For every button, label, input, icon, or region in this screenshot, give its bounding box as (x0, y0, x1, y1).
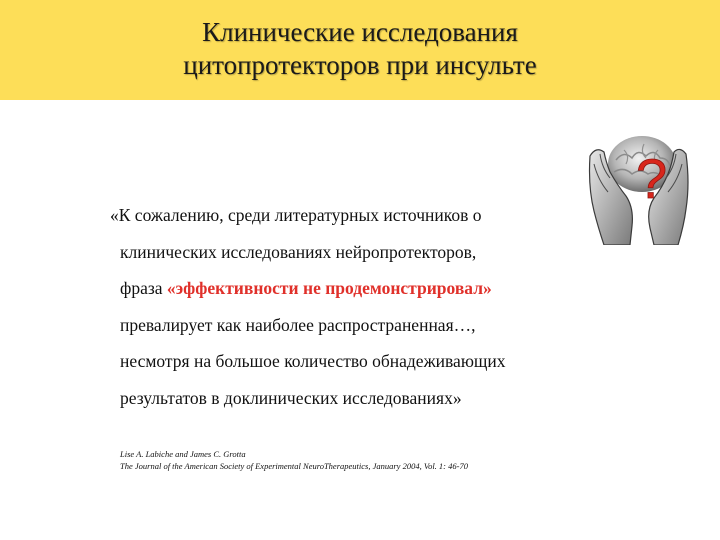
quote-line-2: клинических исследованиях нейропротекторов, (120, 241, 477, 262)
title-line-1: Клинические исследования (202, 17, 518, 47)
citation-authors: Lise A. Labiche and James C. Grotta (120, 449, 246, 459)
quote-line-3 (110, 270, 590, 307)
quote-line-3-text: фраза (120, 278, 167, 298)
quote-line-1: «К сожалению, среди литературных источников о (110, 205, 482, 225)
slide-title (0, 16, 720, 82)
quote-line-6: результатов в доклинических исследованиях» (120, 387, 462, 408)
question-mark: ? (636, 147, 668, 210)
brain-in-hands-question-icon (584, 120, 694, 245)
citation-source: The Journal of the American Society of Experimental NeuroTherapeutics, January 2004, Vol. 1: 46-70 (120, 461, 468, 471)
quote-emphasis: «эффективности не продемонстрировал» (166, 278, 492, 298)
title-line-2: цитопротекторов при инсульте (183, 50, 537, 80)
quote-line-5: несмотря на большое количество обнадеживающих (120, 351, 506, 371)
quote-block (110, 197, 590, 416)
citation (120, 448, 468, 472)
quote-line-4: превалирует как наиболее распространенная…, (120, 314, 476, 335)
